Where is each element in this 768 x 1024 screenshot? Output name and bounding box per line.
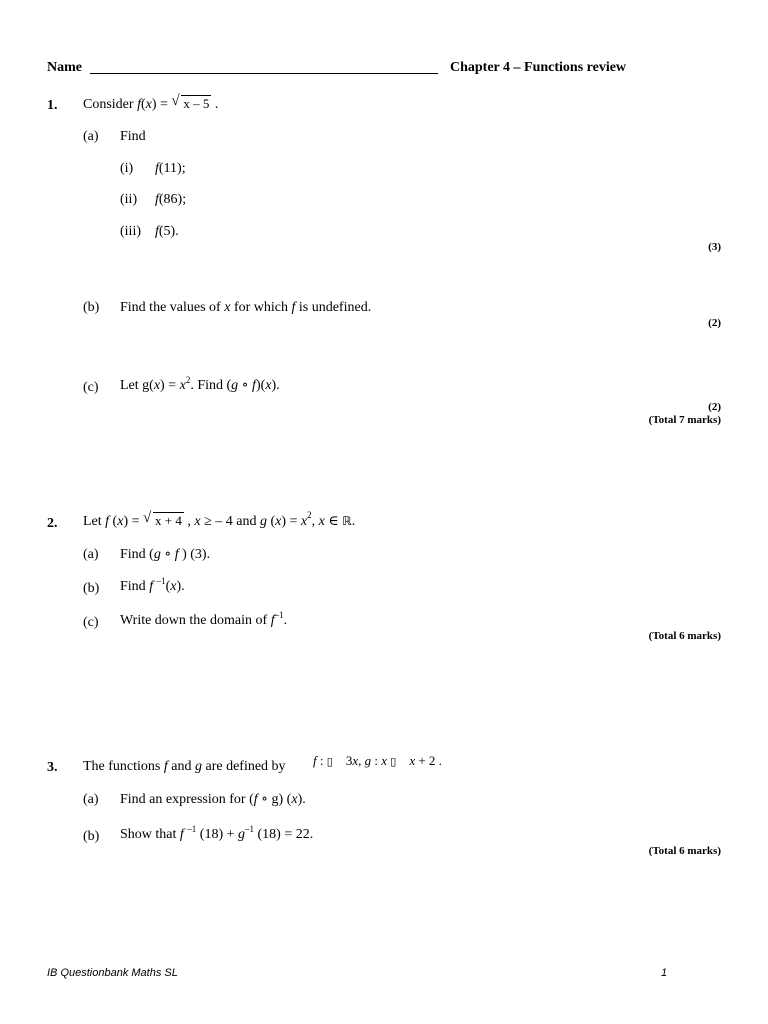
q1c-text: Let $g(x) = x^2$. Find (g ∘ f)(x). xyxy=(120,375,280,393)
chapter-title: Chapter 4 – Functions review xyxy=(450,60,627,75)
q2c-expr: Write down the domain of $f^{-1}$. xyxy=(120,610,288,628)
q3b-label: (b) xyxy=(83,829,100,844)
q1ai-expr: f(11); xyxy=(155,161,186,176)
q1a-marks: (3) xyxy=(708,241,721,253)
q3a-text: Find an expression for ( xyxy=(120,792,254,807)
footer-source: IB Questionbank Maths SL xyxy=(47,967,178,979)
name-label: Name xyxy=(47,60,82,75)
q2c-text: Write down the domain of xyxy=(120,613,271,628)
q1c-marks: (2) xyxy=(708,401,721,413)
q3a-label: (a) xyxy=(83,792,99,807)
q1aiii-label: (iii) xyxy=(120,224,141,239)
reals-symbol: ℝ xyxy=(342,514,352,528)
q1aii-text: (86); xyxy=(158,192,187,207)
maps-to-symbol-2: ▯ xyxy=(390,755,397,768)
q2-sqrt: √ x + 4 xyxy=(143,510,182,528)
q2-stem: Let f (x) = √ x + 4 , x ≥ – 4 and g $(x) = x^2$, x ∈ ℝ. xyxy=(83,510,356,529)
q2a-label: (a) xyxy=(83,547,99,562)
q1b-label: (b) xyxy=(83,300,100,315)
q3b-text: Show that f $^{-1}$ $(18) + g^{-1}$ (18) = 22. xyxy=(120,824,314,842)
q1aii-expr: f(86); xyxy=(155,192,187,207)
q1b-text: Find the values of x for which f is undefined. xyxy=(120,300,372,315)
page-number: 1 xyxy=(661,967,668,979)
q3-number: 3. xyxy=(47,760,58,775)
q3-definition: f : ▯ 3x, g : x ▯ x + 2 . xyxy=(313,753,442,768)
q1-total: (Total 7 marks) xyxy=(648,414,721,426)
q3-total: (Total 6 marks) xyxy=(648,845,721,857)
q1-stem: Consider f(x) = √ x – 5 . xyxy=(83,93,219,112)
q2a-text: Find (g ∘ f ) (3). xyxy=(120,547,211,562)
q3a-expr: Find an expression for (f ∘ g) (x). xyxy=(120,792,306,807)
q1aiii-expr: f(5). xyxy=(155,224,179,239)
q1-sqrt: √ x – 5 xyxy=(171,93,210,111)
q1a-label: (a) xyxy=(83,129,99,144)
q2-radicand: x + 4 xyxy=(155,513,182,528)
q1c-label: (c) xyxy=(83,380,99,395)
maps-to-symbol-1: ▯ xyxy=(326,755,333,768)
q1-consider-text: Consider xyxy=(83,97,138,112)
q2b-text: Find f $^{-1}$(x). xyxy=(120,576,185,594)
q2-number: 2. xyxy=(47,516,58,531)
q1-radicand: x – 5 xyxy=(183,96,210,111)
q2-total: (Total 6 marks) xyxy=(648,630,721,642)
q1-number: 1. xyxy=(47,98,58,113)
q1ai-label: (i) xyxy=(120,161,134,176)
name-field-line[interactable] xyxy=(90,73,438,74)
q1b-marks: (2) xyxy=(708,317,721,329)
q2c-label: (c) xyxy=(83,615,99,630)
q1a-text: Find xyxy=(120,129,146,144)
q3-intro-text: The functions xyxy=(83,759,164,774)
q1aii-label: (ii) xyxy=(120,192,138,207)
q1aiii-text: (5). xyxy=(158,224,179,239)
q1ai-text: (11); xyxy=(158,161,186,176)
q2b-label: (b) xyxy=(83,581,100,596)
q3-stem: The functions f and g are defined by xyxy=(83,759,286,774)
